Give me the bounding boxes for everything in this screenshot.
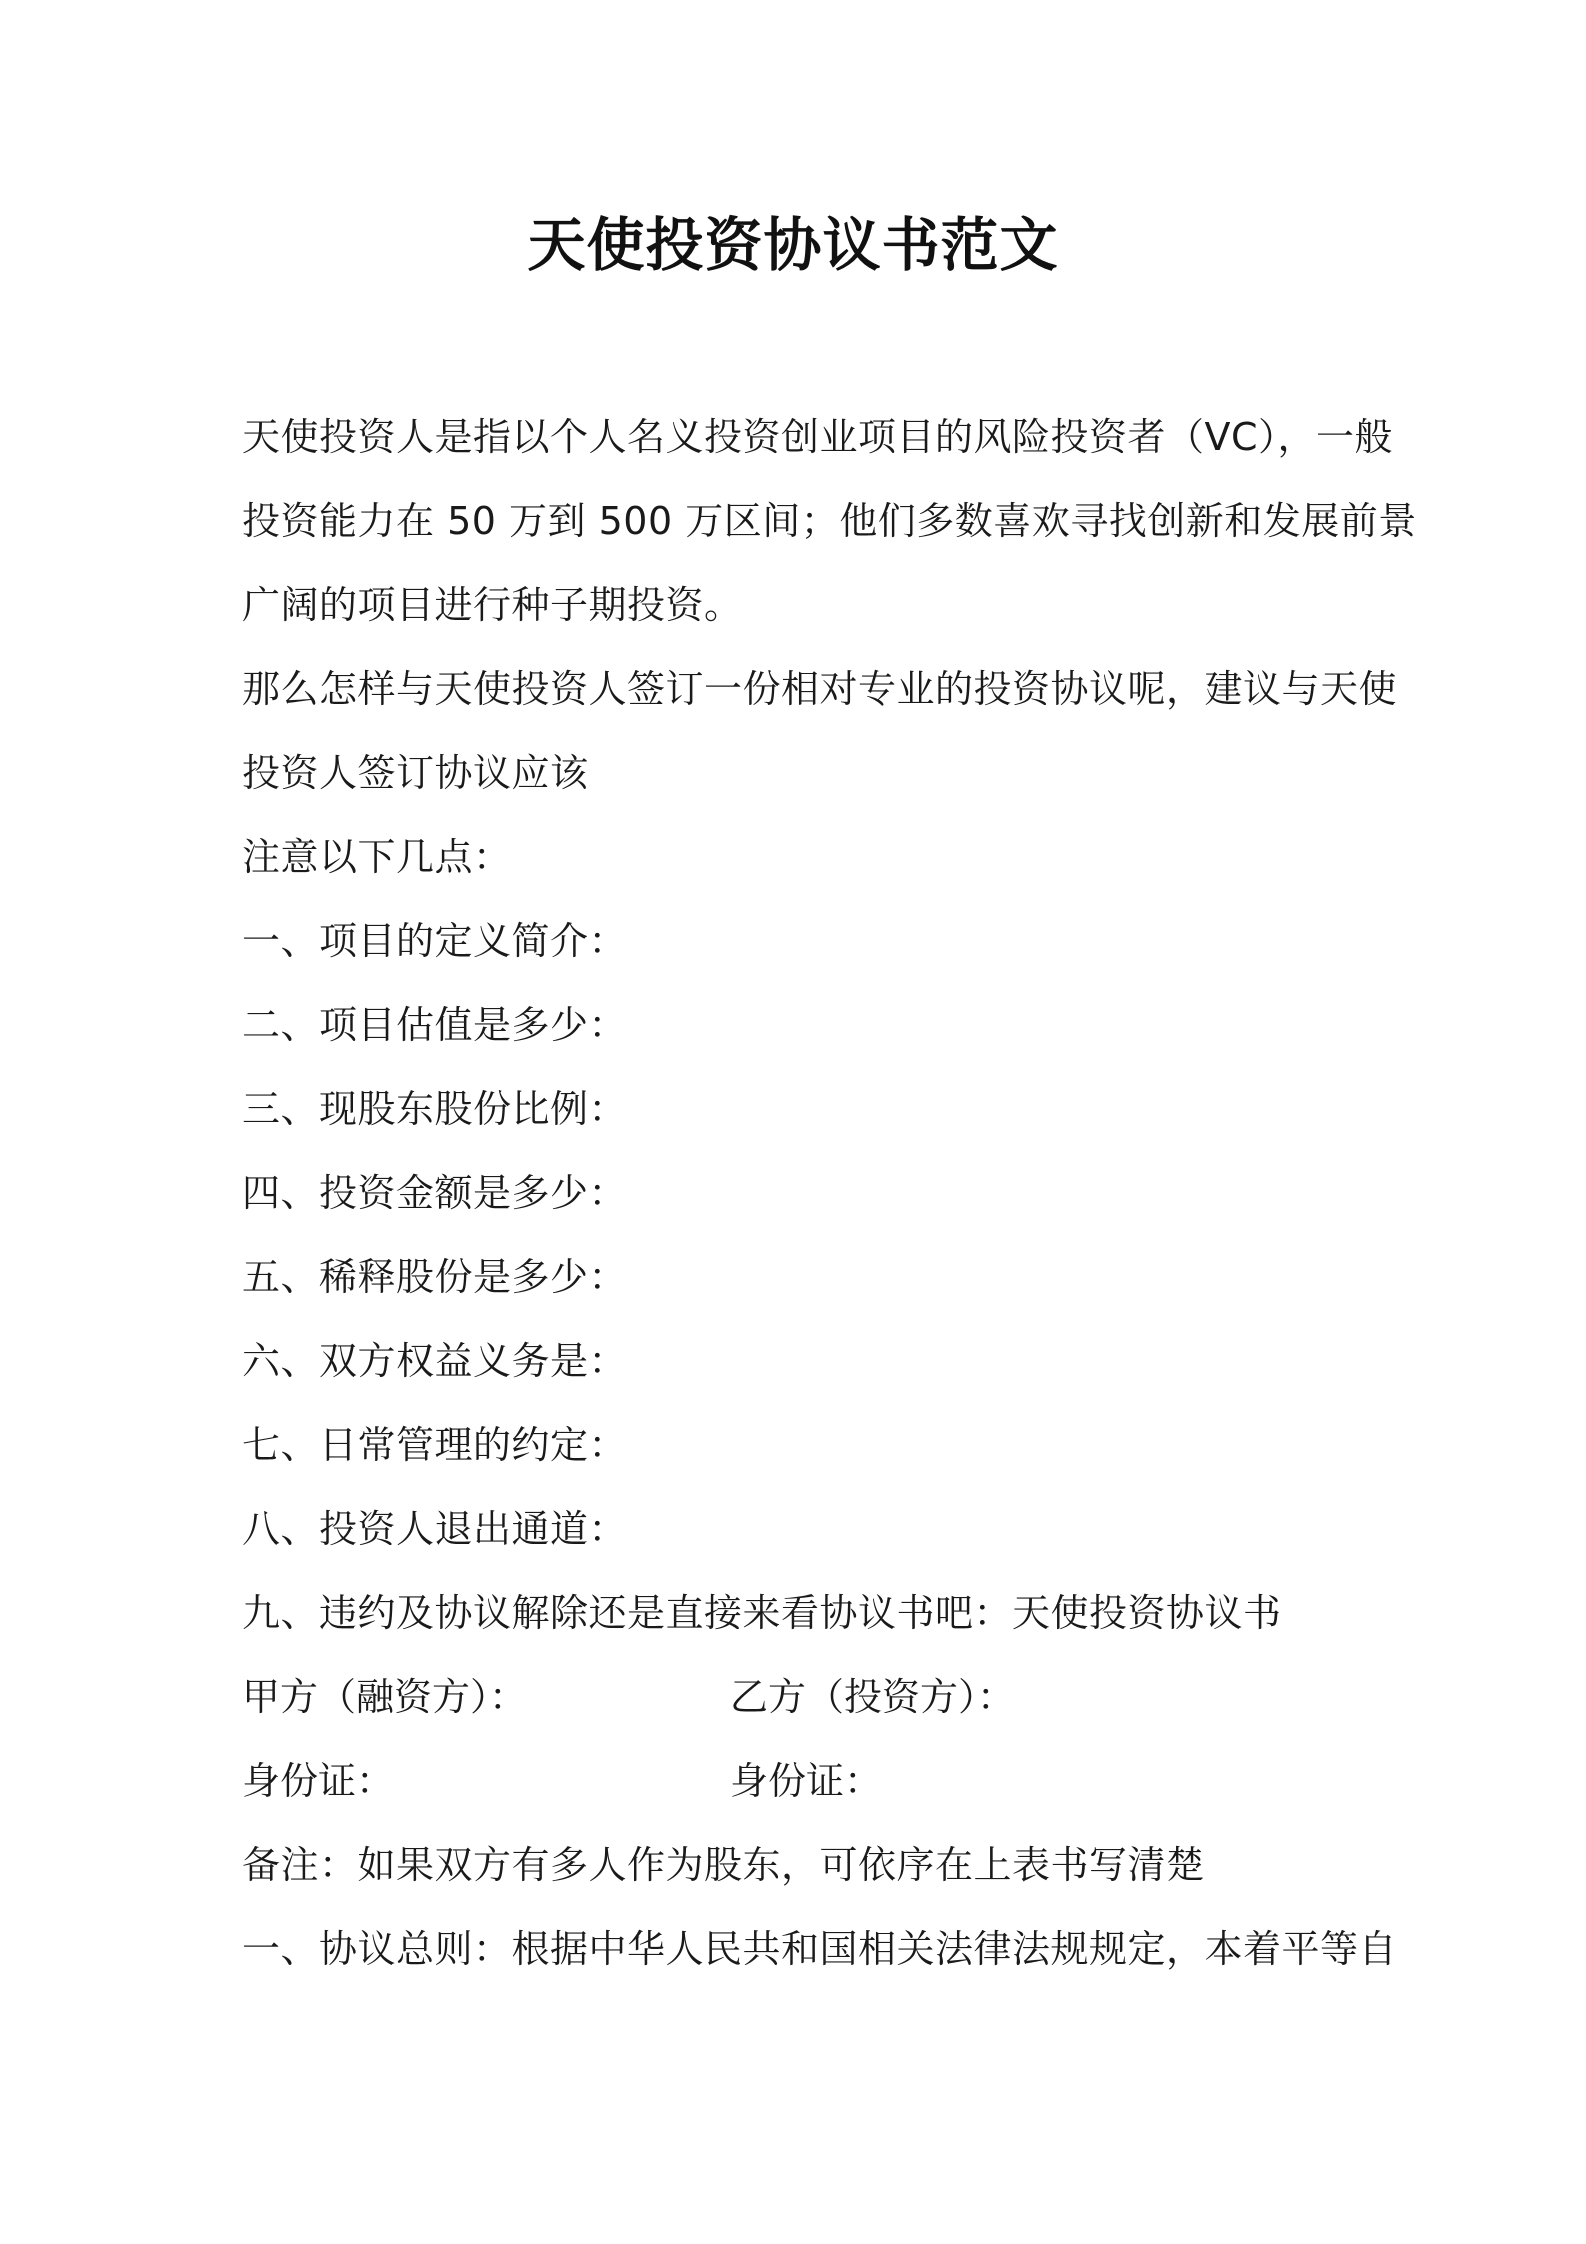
point-item: 七、日常管理的约定：: [242, 1423, 628, 1467]
intro-line: 投资能力在 50 万到 500 万区间；他们多数喜欢寻找创新和发展前景: [242, 499, 1417, 543]
point-item: 八、投资人退出通道：: [242, 1507, 628, 1551]
remark-line: 备注：如果双方有多人作为股东，可依序在上表书写清楚: [242, 1843, 1205, 1887]
point-item: 五、稀释股份是多少：: [242, 1255, 628, 1299]
point-item: 二、项目估值是多少：: [242, 1003, 628, 1047]
point-item: 一、项目的定义简介：: [242, 919, 628, 963]
id-row: [242, 1739, 1362, 1823]
point-item: 四、投资金额是多少：: [242, 1171, 628, 1215]
point-item: 三、现股东股份比例：: [242, 1087, 628, 1131]
intro-line: 投资人签订协议应该: [242, 751, 589, 795]
point-item: 九、违约及协议解除还是直接来看协议书吧：天使投资协议书: [242, 1591, 1282, 1635]
parties-row: [242, 1655, 1362, 1739]
party-a-id-label: 身份证：: [242, 1759, 395, 1803]
party-b-id-label: 身份证：: [730, 1759, 883, 1803]
intro-line: 广阔的项目进行种子期投资。: [242, 583, 743, 627]
intro-line: 注意以下几点：: [242, 835, 512, 879]
clause-line: 一、协议总则：根据中华人民共和国相关法律法规规定，本着平等自: [242, 1927, 1398, 1971]
point-item: 六、双方权益义务是：: [242, 1339, 628, 1383]
party-a-label: 甲方（融资方）：: [242, 1675, 528, 1719]
intro-line: 天使投资人是指以个人名义投资创业项目的风险投资者（VC），一般: [242, 415, 1394, 459]
document-title: 天使投资协议书范文: [527, 211, 1059, 279]
intro-line: 那么怎样与天使投资人签订一份相对专业的投资协议呢，建议与天使: [242, 667, 1398, 711]
party-b-label: 乙方（投资方）：: [730, 1675, 1016, 1719]
document-body: [242, 395, 1417, 1991]
